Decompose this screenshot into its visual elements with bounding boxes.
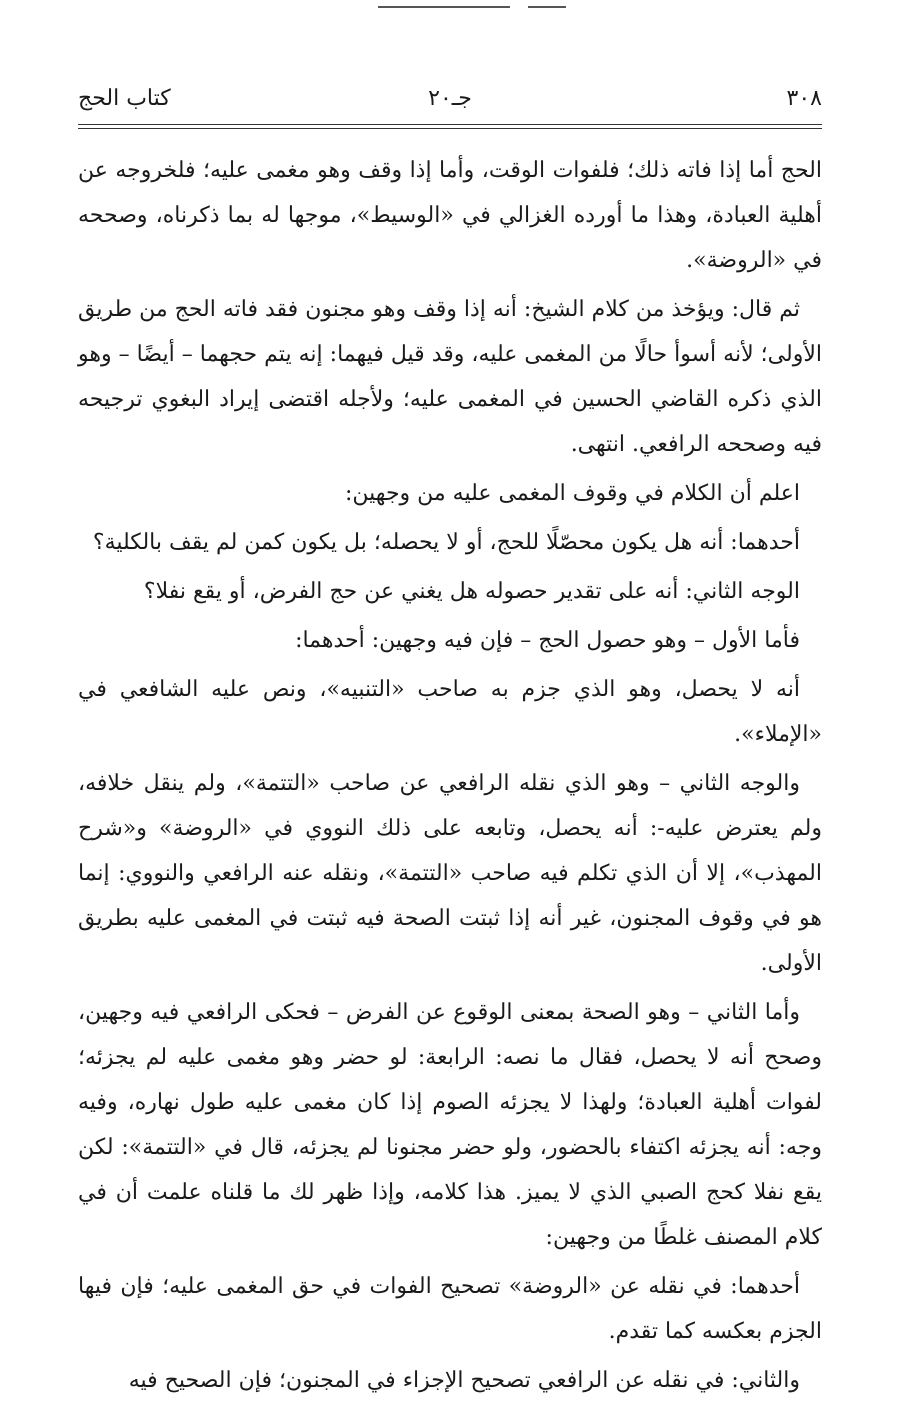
paragraph-11: والثاني: في نقله عن الرافعي تصحيح الإجزاء في المجنون؛ فإن الصحيح فيه — [128, 1368, 800, 1393]
header-rule — [78, 124, 822, 125]
paragraph-4: أحدهما: أنه هل يكون محصّلًا للحج، أو لا يحصله؛ بل يكون كمن لم يقف بالكلية؟ — [92, 530, 800, 555]
volume-number: جـ٢٠ — [428, 86, 472, 111]
book-title: كتاب الحج — [78, 86, 171, 111]
page-header — [78, 86, 822, 122]
page-body — [78, 148, 822, 1407]
top-decorative-marks — [378, 6, 568, 10]
paragraph-7: أنه لا يحصل، وهو الذي جزم به صاحب «التنبيه»، ونص عليه الشافعي في «الإملاء». — [78, 677, 822, 747]
paragraph-9: وأما الثاني – وهو الصحة بمعنى الوقوع عن الفرض – فحكى الرافعي فيه وجهين، وصحح أنه لا يحصل، فقال ما نصه: الرابعة: لو حضر وهو مغمى عليه لم يجزئه؛ لفوات أهلية العبادة؛ ولهذا لا يجزئه الصوم إذا كان مغمى عليه طول نهاره، وفيه وجه: أنه يجزئه اكتفاء بالحضور، ولو حضر مجنونا لم يجزئه، قال في «التتمة»: لكن يقع نفلا كحج الصبي الذي لا يميز. هذا كلامه، وإذا ظهر لك ما قلناه علمت أن في كلام المصنف غلطًا من وجهين: — [78, 1000, 823, 1250]
paragraph-6: فأما الأول – وهو حصول الحج – فإن فيه وجهين: أحدهما: — [295, 628, 800, 653]
paragraph-5: الوجه الثاني: أنه على تقدير حصوله هل يغني عن حج الفرض، أو يقع نفلا؟ — [143, 579, 800, 604]
header-rule-thin — [78, 128, 822, 129]
paragraph-10: أحدهما: في نقله عن «الروضة» تصحيح الفوات في حق المغمى عليه؛ فإن فيها الجزم بعكسه كما تقدم. — [78, 1274, 822, 1344]
paragraph-3: اعلم أن الكلام في وقوف المغمى عليه من وجهين: — [345, 481, 800, 506]
paragraph-2: ثم قال: ويؤخذ من كلام الشيخ: أنه إذا وقف وهو مجنون فقد فاته الحج من طريق الأولى؛ لأنه أسوأ حالًا من المغمى عليه، وقد قيل فيهما: إنه يتم حجهما – أيضًا – وهو الذي ذكره القاضي الحسين في المغمى عليه؛ ولأجله اقتضى إيراد البغوي ترجيحه فيه وصححه الرافعي. انتهى. — [78, 297, 822, 457]
paragraph-8: والوجه الثاني – وهو الذي نقله الرافعي عن صاحب «التتمة»، ولم ينقل خلافه، ولم يعترض عليه-: أنه يحصل، وتابعه على ذلك النووي في «الروضة» و«شرح المهذب»، إلا أن الذي تكلم فيه صاحب «التتمة»، ونقله عنه الرافعي والنووي: إنما هو في وقوف المجنون، غير أنه إذا ثبتت الصحة فيه ثبتت في المغمى عليه بطريق الأولى. — [78, 771, 822, 976]
page-number: ٣٠٨ — [786, 86, 822, 111]
paragraph-1: الحج أما إذا فاته ذلك؛ فلفوات الوقت، وأما إذا وقف وهو مغمى عليه؛ فلخروجه عن أهلية العبادة، وهذا ما أورده الغزالي في «الوسيط»، موجها له بما ذكرناه، وصححه في «الروضة». — [78, 158, 822, 273]
